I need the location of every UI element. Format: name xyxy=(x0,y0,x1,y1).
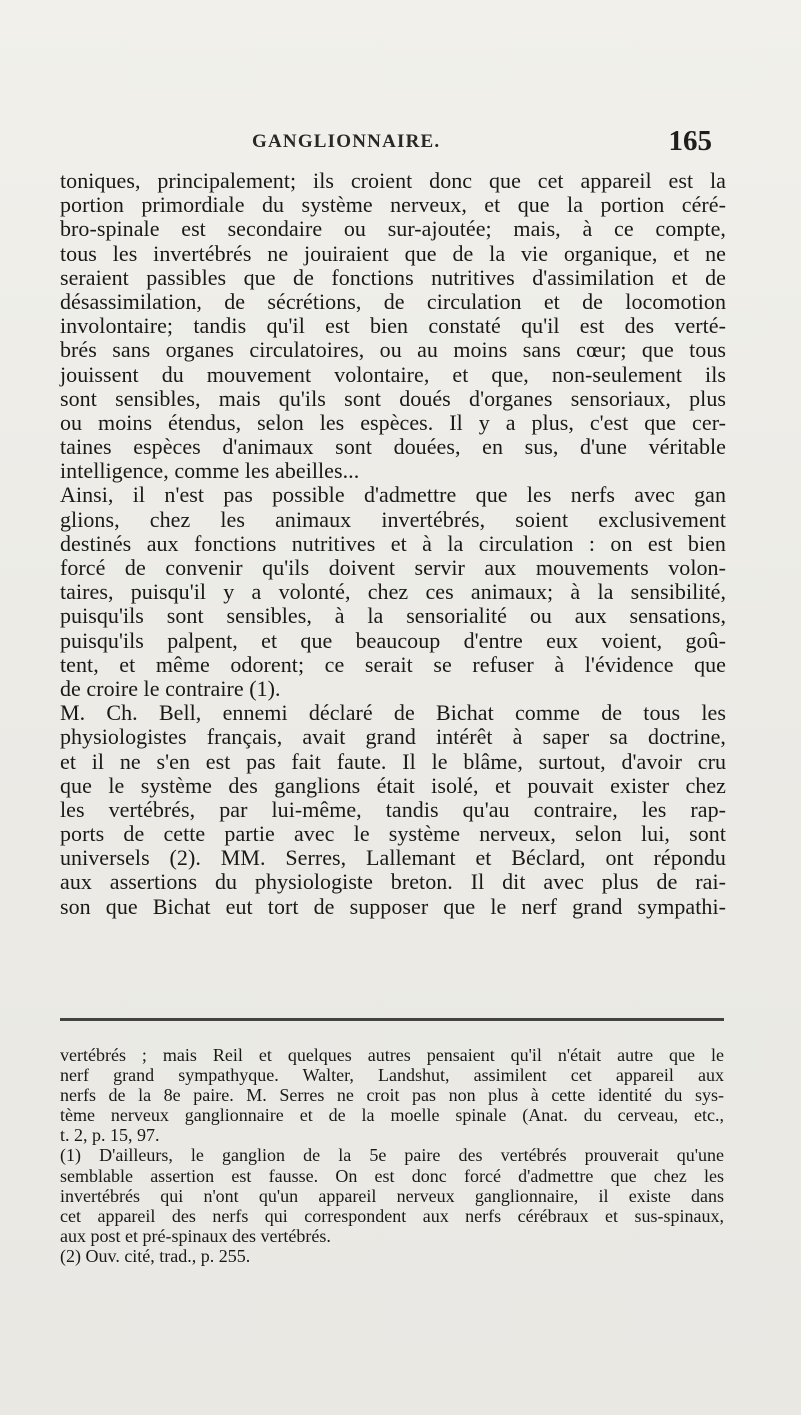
body-line: désassimilation, de sécrétions, de circulation et de locomotion xyxy=(60,288,726,314)
body-line: puisqu'ils sont sensibles, à la sensorialité ou aux sensations, xyxy=(60,603,726,629)
body-line: les vertébrés, par lui-même, tandis qu'au contraire, les rap- xyxy=(60,796,726,822)
body-line: puisqu'ils palpent, et que beaucoup d'entre eux voient, goû- xyxy=(60,627,726,653)
body-line: tent, et même odorent; ce serait se refuser à l'évidence que xyxy=(60,651,726,677)
footnote-line: (2) Ouv. cité, trad., p. 255. xyxy=(60,1245,251,1266)
footnote-line: semblable assertion est fausse. On est donc forcé d'admettre que chez les xyxy=(60,1165,724,1186)
footnote-line: nerf grand sympathyque. Walter, Landshut, assimilent cet appareil aux xyxy=(60,1065,724,1086)
body-line: tous les invertébrés ne jouiraient que de la vie organique, et ne xyxy=(60,240,726,266)
footnotes xyxy=(60,1045,724,1266)
body-line: brés sans organes circulatoires, ou au moins sans cœur; que tous xyxy=(60,337,726,363)
body-line: destinés aux fonctions nutritives et à la circulation : on est bien xyxy=(60,530,726,556)
body-line: sont sensibles, mais qu'ils sont doués d'organes sensoriaux, plus xyxy=(60,385,726,411)
body-line: et il ne s'en est pas fait faute. Il le blâme, surtout, d'avoir cru xyxy=(60,748,726,774)
running-head: GANGLIONNAIRE. xyxy=(252,131,441,152)
page-number: 165 xyxy=(668,125,712,157)
page-header xyxy=(252,125,712,165)
body-line: ou moins étendus, selon les espèces. Il y a plus, c'est que cer- xyxy=(60,409,726,435)
footnote-line: (1) D'ailleurs, le ganglion de la 5e paire des vertébrés prouverait qu'une xyxy=(60,1145,724,1166)
footnote-line: vertébrés ; mais Reil et quelques autres pensaient qu'il n'était autre que le xyxy=(60,1045,724,1065)
body-line: de croire le contraire (1). xyxy=(60,675,281,701)
body-line: glions, chez les animaux invertébrés, soient exclusivement xyxy=(60,506,726,532)
body-line: taires, puisqu'il y a volonté, chez ces animaux; à la sensibilité, xyxy=(60,579,726,605)
body-line: bro-spinale est secondaire ou sur-ajoutée; mais, à ce compte, xyxy=(60,216,726,242)
footnote-line: t. 2, p. 15, 97. xyxy=(60,1125,160,1146)
footnote-line: tème nerveux ganglionnaire et de la moelle spinale (Anat. du cerveau, etc., xyxy=(60,1105,724,1126)
body-line: physiologistes français, avait grand intérêt à saper sa doctrine, xyxy=(60,724,726,750)
footnote-line: nerfs de la 8e paire. M. Serres ne croit pas non plus à cette identité du sys- xyxy=(60,1085,724,1106)
body-line: M. Ch. Bell, ennemi déclaré de Bichat comme de tous les xyxy=(60,700,726,726)
body-line: taines espèces d'animaux sont douées, en sus, d'une véritable xyxy=(60,434,726,460)
body-line: toniques, principalement; ils croient donc que cet appareil est la xyxy=(60,168,726,193)
body-line: son que Bichat eut tort de supposer que le nerf grand sympathi- xyxy=(60,893,726,919)
body-line: involontaire; tandis qu'il est bien constaté qu'il est des verté- xyxy=(60,313,726,339)
body-line: Ainsi, il n'est pas possible d'admettre que les nerfs avec gan xyxy=(60,482,726,508)
body-line: seraient passibles que de fonctions nutritives d'assimilation et de xyxy=(60,264,726,290)
body-line: universels (2). MM. Serres, Lallemant et Béclard, ont répondu xyxy=(60,845,726,871)
footnote-line: aux post et pré-spinaux des vertébrés. xyxy=(60,1225,331,1246)
body-line: que le système des ganglions était isolé, et pouvait exister chez xyxy=(60,772,726,798)
body-line: intelligence, comme les abeilles... xyxy=(60,458,360,484)
body-line: portion primordiale du système nerveux, et que la portion céré- xyxy=(60,192,726,218)
body-line: aux assertions du physiologiste breton. Il dit avec plus de rai- xyxy=(60,869,726,895)
body-line: forcé de convenir qu'ils doivent servir aux mouvements volon- xyxy=(60,555,726,580)
footnote-line: invertébrés qui n'ont qu'un appareil nerveux ganglionnaire, il existe dans xyxy=(60,1185,724,1206)
main-text xyxy=(60,169,726,919)
body-line: jouissent du mouvement volontaire, et que, non-seulement ils xyxy=(60,361,726,387)
footnote-divider xyxy=(60,1018,724,1021)
footnote-line: cet appareil des nerfs qui correspondent aux nerfs cérébraux et sus-spinaux, xyxy=(60,1205,724,1226)
body-line: ports de cette partie avec le système nerveux, selon lui, sont xyxy=(60,821,726,847)
